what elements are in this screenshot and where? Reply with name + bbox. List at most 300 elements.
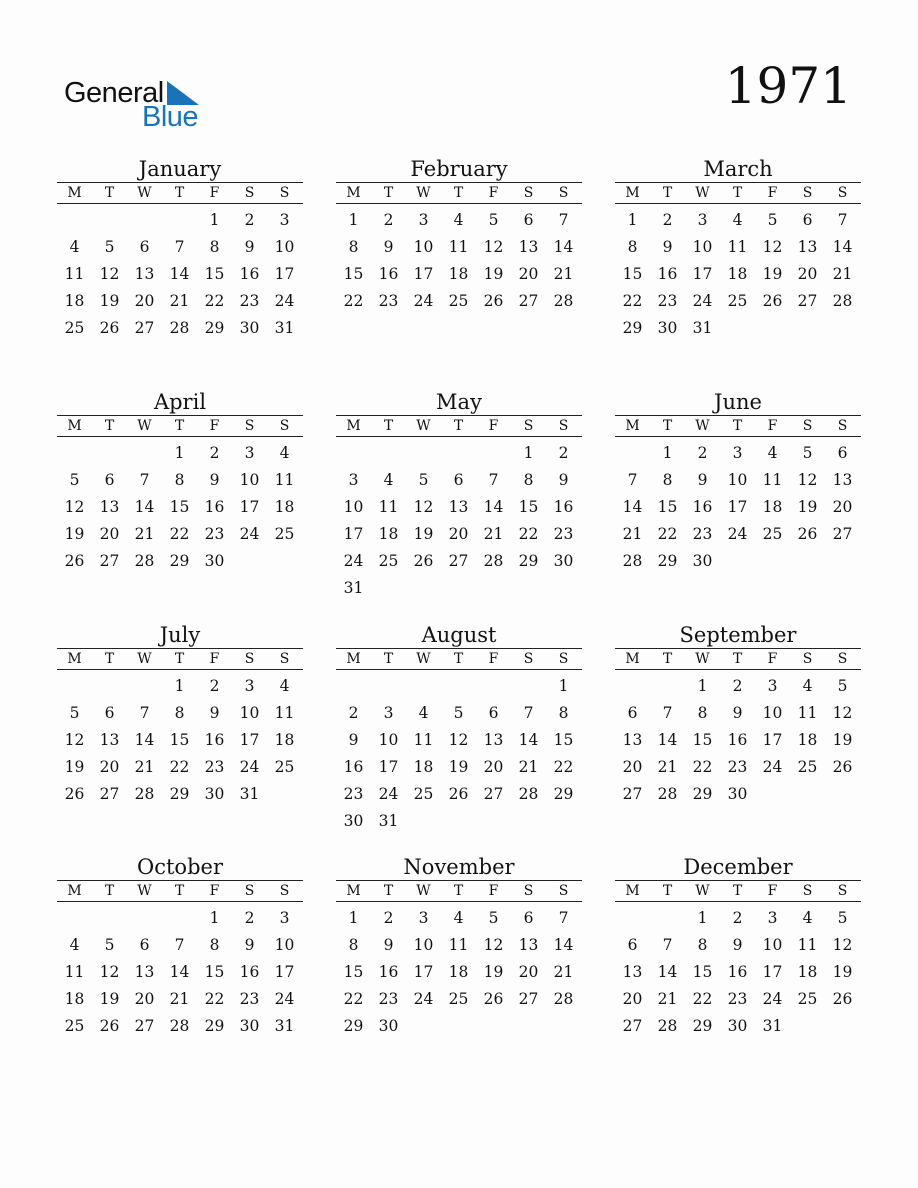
empty-day-cell bbox=[476, 440, 511, 467]
weekday-header bbox=[615, 415, 861, 437]
day-grid bbox=[615, 902, 861, 1040]
empty-day-cell bbox=[336, 673, 371, 700]
day-cell: 27 bbox=[99, 785, 120, 803]
day-cell: 8 bbox=[348, 936, 359, 954]
day-cell: 7 bbox=[558, 909, 569, 927]
weekday-label: W bbox=[695, 651, 710, 667]
weekday-label: M bbox=[625, 418, 640, 434]
logo-text-general: General bbox=[64, 77, 164, 109]
weekday-label: S bbox=[244, 418, 255, 434]
day-cell: 28 bbox=[134, 552, 155, 570]
day-cell: 11 bbox=[64, 265, 85, 283]
day-cell: 23 bbox=[204, 525, 225, 543]
day-cell: 14 bbox=[657, 963, 678, 981]
day-cell: 27 bbox=[99, 552, 120, 570]
day-cell: 13 bbox=[518, 936, 539, 954]
day-cell: 31 bbox=[239, 785, 260, 803]
weekday-label: S bbox=[244, 883, 255, 899]
day-cell: 27 bbox=[797, 292, 818, 310]
day-cell: 4 bbox=[69, 238, 80, 256]
day-cell: 3 bbox=[279, 909, 290, 927]
weekday-header bbox=[615, 880, 861, 902]
day-cell: 3 bbox=[767, 677, 778, 695]
empty-day-cell bbox=[127, 905, 162, 932]
day-cell: 27 bbox=[518, 292, 539, 310]
weekday-label: S bbox=[523, 418, 534, 434]
empty-day-cell bbox=[92, 440, 127, 467]
day-cell: 15 bbox=[518, 498, 539, 516]
empty-day-cell bbox=[92, 905, 127, 932]
day-cell: 9 bbox=[697, 471, 708, 489]
year-title: 1971 bbox=[724, 57, 852, 115]
day-cell: 10 bbox=[413, 936, 434, 954]
day-cell: 22 bbox=[169, 758, 190, 776]
day-cell: 4 bbox=[767, 444, 778, 462]
day-cell: 17 bbox=[239, 498, 260, 516]
day-cell: 29 bbox=[169, 552, 190, 570]
day-cell: 14 bbox=[518, 731, 539, 749]
day-cell: 21 bbox=[518, 758, 539, 776]
weekday-label: S bbox=[802, 185, 813, 201]
weekday-label: T bbox=[662, 185, 673, 201]
day-cell: 11 bbox=[413, 731, 434, 749]
day-cell: 23 bbox=[343, 785, 364, 803]
day-cell: 5 bbox=[104, 238, 115, 256]
day-cell: 20 bbox=[448, 525, 469, 543]
day-cell: 31 bbox=[274, 1017, 295, 1035]
day-cell: 13 bbox=[518, 238, 539, 256]
month-name: October bbox=[137, 855, 223, 879]
day-cell: 30 bbox=[727, 785, 748, 803]
month-november bbox=[336, 854, 582, 1040]
day-cell: 29 bbox=[204, 319, 225, 337]
day-cell: 30 bbox=[239, 1017, 260, 1035]
day-cell: 15 bbox=[343, 963, 364, 981]
day-cell: 14 bbox=[622, 498, 643, 516]
weekday-header bbox=[57, 648, 303, 670]
day-cell: 3 bbox=[418, 211, 429, 229]
day-cell: 25 bbox=[762, 525, 783, 543]
day-cell: 28 bbox=[553, 292, 574, 310]
day-cell: 6 bbox=[139, 238, 150, 256]
day-cell: 2 bbox=[209, 677, 220, 695]
weekday-label: T bbox=[453, 651, 464, 667]
day-cell: 1 bbox=[558, 677, 569, 695]
weekday-label: T bbox=[732, 651, 743, 667]
weekday-header bbox=[57, 880, 303, 902]
generalblue-logo bbox=[64, 76, 214, 132]
empty-day-cell bbox=[406, 440, 441, 467]
day-cell: 8 bbox=[209, 238, 220, 256]
day-cell: 7 bbox=[174, 238, 185, 256]
day-cell: 4 bbox=[802, 677, 813, 695]
day-cell: 24 bbox=[378, 785, 399, 803]
weekday-label: F bbox=[209, 418, 220, 434]
day-cell: 30 bbox=[343, 812, 364, 830]
day-cell: 5 bbox=[802, 444, 813, 462]
day-cell: 12 bbox=[99, 265, 120, 283]
day-cell: 2 bbox=[732, 909, 743, 927]
day-cell: 11 bbox=[64, 963, 85, 981]
day-cell: 24 bbox=[727, 525, 748, 543]
day-cell: 17 bbox=[762, 731, 783, 749]
day-cell: 26 bbox=[99, 319, 120, 337]
weekday-label: W bbox=[137, 651, 152, 667]
weekday-label: T bbox=[104, 651, 115, 667]
day-cell: 27 bbox=[622, 1017, 643, 1035]
day-cell: 26 bbox=[832, 990, 853, 1008]
day-cell: 8 bbox=[558, 704, 569, 722]
month-name: February bbox=[410, 157, 508, 181]
day-cell: 2 bbox=[209, 444, 220, 462]
day-cell: 24 bbox=[762, 758, 783, 776]
weekday-label: S bbox=[279, 418, 290, 434]
month-name: May bbox=[436, 390, 482, 414]
day-cell: 7 bbox=[488, 471, 499, 489]
month-name: March bbox=[703, 157, 773, 181]
day-cell: 30 bbox=[692, 552, 713, 570]
day-cell: 24 bbox=[274, 990, 295, 1008]
weekday-label: F bbox=[209, 883, 220, 899]
day-cell: 10 bbox=[343, 498, 364, 516]
day-cell: 24 bbox=[413, 292, 434, 310]
day-cell: 19 bbox=[413, 525, 434, 543]
weekday-label: M bbox=[346, 651, 361, 667]
day-cell: 18 bbox=[378, 525, 399, 543]
weekday-label: S bbox=[802, 651, 813, 667]
day-cell: 24 bbox=[343, 552, 364, 570]
day-cell: 8 bbox=[662, 471, 673, 489]
day-cell: 26 bbox=[483, 990, 504, 1008]
weekday-label: T bbox=[453, 883, 464, 899]
day-cell: 15 bbox=[622, 265, 643, 283]
weekday-label: S bbox=[558, 418, 569, 434]
day-cell: 20 bbox=[622, 758, 643, 776]
month-name: July bbox=[159, 623, 201, 647]
day-cell: 25 bbox=[448, 292, 469, 310]
day-cell: 15 bbox=[692, 731, 713, 749]
day-cell: 1 bbox=[697, 677, 708, 695]
day-cell: 6 bbox=[627, 704, 638, 722]
day-cell: 3 bbox=[767, 909, 778, 927]
day-cell: 22 bbox=[343, 292, 364, 310]
day-cell: 20 bbox=[797, 265, 818, 283]
weekday-label: F bbox=[209, 651, 220, 667]
weekday-label: M bbox=[625, 651, 640, 667]
day-cell: 9 bbox=[244, 936, 255, 954]
weekday-label: M bbox=[625, 883, 640, 899]
weekday-header bbox=[57, 182, 303, 204]
day-cell: 3 bbox=[418, 909, 429, 927]
weekday-label: T bbox=[104, 418, 115, 434]
day-cell: 3 bbox=[697, 211, 708, 229]
day-cell: 17 bbox=[413, 963, 434, 981]
weekday-label: W bbox=[416, 883, 431, 899]
day-cell: 1 bbox=[348, 211, 359, 229]
day-cell: 18 bbox=[64, 292, 85, 310]
day-cell: 13 bbox=[448, 498, 469, 516]
day-cell: 24 bbox=[762, 990, 783, 1008]
empty-day-cell bbox=[127, 673, 162, 700]
day-cell: 1 bbox=[627, 211, 638, 229]
day-cell: 22 bbox=[622, 292, 643, 310]
day-cell: 27 bbox=[832, 525, 853, 543]
day-cell: 7 bbox=[139, 704, 150, 722]
day-cell: 30 bbox=[204, 552, 225, 570]
day-cell: 25 bbox=[448, 990, 469, 1008]
day-cell: 3 bbox=[244, 677, 255, 695]
day-cell: 20 bbox=[483, 758, 504, 776]
month-name: August bbox=[421, 623, 497, 647]
weekday-label: W bbox=[416, 651, 431, 667]
day-cell: 9 bbox=[244, 238, 255, 256]
day-cell: 12 bbox=[64, 731, 85, 749]
day-cell: 4 bbox=[453, 909, 464, 927]
weekday-label: S bbox=[279, 185, 290, 201]
day-cell: 9 bbox=[209, 704, 220, 722]
day-cell: 19 bbox=[832, 731, 853, 749]
day-cell: 26 bbox=[413, 552, 434, 570]
day-cell: 25 bbox=[378, 552, 399, 570]
day-cell: 18 bbox=[64, 990, 85, 1008]
weekday-label: T bbox=[732, 883, 743, 899]
day-cell: 28 bbox=[657, 785, 678, 803]
day-cell: 12 bbox=[832, 936, 853, 954]
day-cell: 28 bbox=[169, 1017, 190, 1035]
day-cell: 17 bbox=[274, 265, 295, 283]
day-cell: 1 bbox=[662, 444, 673, 462]
day-cell: 6 bbox=[104, 471, 115, 489]
day-cell: 25 bbox=[413, 785, 434, 803]
day-cell: 25 bbox=[274, 525, 295, 543]
day-cell: 20 bbox=[99, 758, 120, 776]
day-cell: 4 bbox=[69, 936, 80, 954]
day-cell: 22 bbox=[518, 525, 539, 543]
weekday-label: W bbox=[416, 418, 431, 434]
day-cell: 7 bbox=[627, 471, 638, 489]
day-cell: 9 bbox=[662, 238, 673, 256]
day-cell: 7 bbox=[174, 936, 185, 954]
day-cell: 31 bbox=[378, 812, 399, 830]
day-cell: 13 bbox=[622, 731, 643, 749]
day-cell: 28 bbox=[134, 785, 155, 803]
day-cell: 13 bbox=[483, 731, 504, 749]
weekday-label: F bbox=[767, 651, 778, 667]
day-cell: 13 bbox=[134, 265, 155, 283]
day-cell: 21 bbox=[657, 990, 678, 1008]
day-cell: 10 bbox=[274, 936, 295, 954]
day-cell: 4 bbox=[279, 444, 290, 462]
day-cell: 19 bbox=[832, 963, 853, 981]
month-name: November bbox=[403, 855, 515, 879]
month-february bbox=[336, 156, 582, 315]
day-cell: 7 bbox=[139, 471, 150, 489]
day-cell: 18 bbox=[274, 498, 295, 516]
day-cell: 22 bbox=[692, 990, 713, 1008]
day-cell: 11 bbox=[762, 471, 783, 489]
day-cell: 3 bbox=[348, 471, 359, 489]
day-cell: 21 bbox=[483, 525, 504, 543]
day-cell: 7 bbox=[558, 211, 569, 229]
day-cell: 29 bbox=[692, 1017, 713, 1035]
day-cell: 27 bbox=[518, 990, 539, 1008]
weekday-label: W bbox=[695, 418, 710, 434]
weekday-header bbox=[57, 415, 303, 437]
day-cell: 19 bbox=[64, 525, 85, 543]
day-cell: 28 bbox=[657, 1017, 678, 1035]
day-cell: 23 bbox=[378, 292, 399, 310]
weekday-label: W bbox=[137, 418, 152, 434]
day-cell: 21 bbox=[553, 963, 574, 981]
day-cell: 11 bbox=[448, 238, 469, 256]
day-cell: 20 bbox=[99, 525, 120, 543]
day-cell: 1 bbox=[209, 211, 220, 229]
empty-day-cell bbox=[511, 673, 546, 700]
day-cell: 2 bbox=[732, 677, 743, 695]
day-cell: 5 bbox=[453, 704, 464, 722]
day-cell: 6 bbox=[453, 471, 464, 489]
day-cell: 14 bbox=[657, 731, 678, 749]
day-cell: 21 bbox=[553, 265, 574, 283]
day-cell: 5 bbox=[767, 211, 778, 229]
weekday-label: M bbox=[67, 418, 82, 434]
day-cell: 8 bbox=[697, 704, 708, 722]
day-cell: 17 bbox=[343, 525, 364, 543]
month-january bbox=[57, 156, 303, 342]
weekday-header bbox=[615, 182, 861, 204]
day-cell: 2 bbox=[244, 909, 255, 927]
day-cell: 12 bbox=[413, 498, 434, 516]
weekday-header bbox=[336, 648, 582, 670]
month-name: December bbox=[683, 855, 793, 879]
day-cell: 14 bbox=[134, 731, 155, 749]
weekday-label: T bbox=[383, 418, 394, 434]
day-cell: 9 bbox=[209, 471, 220, 489]
day-cell: 25 bbox=[727, 292, 748, 310]
day-cell: 6 bbox=[837, 444, 848, 462]
day-cell: 31 bbox=[343, 579, 364, 597]
day-cell: 28 bbox=[622, 552, 643, 570]
month-august bbox=[336, 622, 582, 835]
day-cell: 4 bbox=[732, 211, 743, 229]
empty-day-cell bbox=[476, 673, 511, 700]
day-cell: 2 bbox=[244, 211, 255, 229]
day-cell: 20 bbox=[622, 990, 643, 1008]
day-cell: 28 bbox=[483, 552, 504, 570]
day-cell: 30 bbox=[553, 552, 574, 570]
day-cell: 6 bbox=[488, 704, 499, 722]
day-cell: 5 bbox=[69, 704, 80, 722]
empty-day-cell bbox=[57, 440, 92, 467]
day-cell: 3 bbox=[383, 704, 394, 722]
day-cell: 24 bbox=[239, 758, 260, 776]
day-cell: 7 bbox=[837, 211, 848, 229]
day-cell: 23 bbox=[727, 990, 748, 1008]
day-cell: 16 bbox=[239, 265, 260, 283]
day-cell: 16 bbox=[239, 963, 260, 981]
day-cell: 3 bbox=[279, 211, 290, 229]
month-december bbox=[615, 854, 861, 1040]
day-grid bbox=[57, 902, 303, 1040]
day-cell: 11 bbox=[274, 471, 295, 489]
month-name: January bbox=[138, 157, 222, 181]
day-cell: 28 bbox=[553, 990, 574, 1008]
weekday-label: S bbox=[837, 651, 848, 667]
day-cell: 1 bbox=[209, 909, 220, 927]
weekday-label: W bbox=[695, 883, 710, 899]
month-june bbox=[615, 389, 861, 575]
day-cell: 29 bbox=[622, 319, 643, 337]
weekday-label: T bbox=[662, 418, 673, 434]
day-cell: 9 bbox=[558, 471, 569, 489]
day-cell: 17 bbox=[762, 963, 783, 981]
weekday-label: F bbox=[488, 883, 499, 899]
day-cell: 19 bbox=[448, 758, 469, 776]
day-cell: 25 bbox=[797, 990, 818, 1008]
day-cell: 12 bbox=[797, 471, 818, 489]
empty-day-cell bbox=[127, 440, 162, 467]
day-cell: 17 bbox=[692, 265, 713, 283]
day-cell: 10 bbox=[762, 936, 783, 954]
logo-text-blue: Blue bbox=[142, 101, 199, 133]
day-cell: 14 bbox=[134, 498, 155, 516]
day-cell: 11 bbox=[448, 936, 469, 954]
day-cell: 3 bbox=[244, 444, 255, 462]
day-cell: 22 bbox=[553, 758, 574, 776]
empty-day-cell bbox=[406, 673, 441, 700]
empty-day-cell bbox=[57, 207, 92, 234]
day-cell: 2 bbox=[662, 211, 673, 229]
day-cell: 13 bbox=[797, 238, 818, 256]
month-september bbox=[615, 622, 861, 808]
day-cell: 26 bbox=[99, 1017, 120, 1035]
day-cell: 20 bbox=[518, 963, 539, 981]
day-cell: 5 bbox=[418, 471, 429, 489]
day-cell: 21 bbox=[657, 758, 678, 776]
day-cell: 2 bbox=[348, 704, 359, 722]
day-grid bbox=[336, 670, 582, 835]
day-cell: 5 bbox=[488, 211, 499, 229]
empty-day-cell bbox=[650, 905, 685, 932]
day-cell: 21 bbox=[832, 265, 853, 283]
day-cell: 22 bbox=[343, 990, 364, 1008]
day-cell: 17 bbox=[727, 498, 748, 516]
day-cell: 6 bbox=[139, 936, 150, 954]
day-cell: 29 bbox=[518, 552, 539, 570]
day-cell: 13 bbox=[134, 963, 155, 981]
weekday-label: T bbox=[174, 883, 185, 899]
weekday-label: S bbox=[244, 651, 255, 667]
day-cell: 30 bbox=[204, 785, 225, 803]
day-cell: 26 bbox=[483, 292, 504, 310]
weekday-label: S bbox=[523, 883, 534, 899]
day-cell: 19 bbox=[483, 963, 504, 981]
day-cell: 16 bbox=[378, 265, 399, 283]
day-cell: 10 bbox=[692, 238, 713, 256]
day-grid bbox=[615, 670, 861, 808]
month-july bbox=[57, 622, 303, 808]
day-cell: 23 bbox=[204, 758, 225, 776]
day-cell: 16 bbox=[727, 963, 748, 981]
day-cell: 19 bbox=[483, 265, 504, 283]
weekday-label: M bbox=[625, 185, 640, 201]
day-cell: 20 bbox=[134, 292, 155, 310]
day-cell: 1 bbox=[174, 444, 185, 462]
day-cell: 10 bbox=[727, 471, 748, 489]
day-cell: 8 bbox=[174, 704, 185, 722]
month-name: September bbox=[679, 623, 797, 647]
day-cell: 27 bbox=[134, 319, 155, 337]
